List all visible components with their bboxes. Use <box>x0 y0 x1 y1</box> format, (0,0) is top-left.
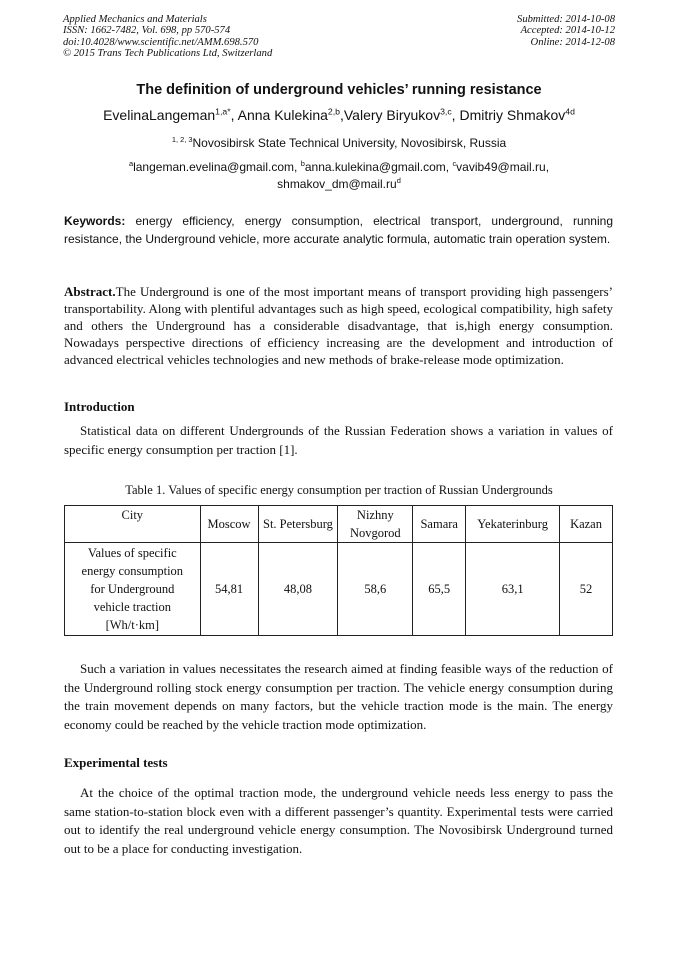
keywords-label: Keywords: <box>64 214 126 228</box>
email-mark: b <box>300 159 305 168</box>
introduction-paragraph: Such a variation in values necessitates the research aimed at finding feasible ways of the reduction of the Underground rolling stock energy consumption per traction. The vehicle energy consumption during the train movement depends on many factors, but the vehicle traction mode is the main. The energy economy could be reached by the vehicle traction mode optimization. <box>64 661 613 732</box>
journal-issn: ISSN: 1662-7482, Vol. 698, pp 570-574 <box>63 25 231 37</box>
affiliation-mark: 1, 2, 3 <box>171 135 193 144</box>
journal-info <box>63 14 272 59</box>
table-cell-value: 58,6 <box>338 543 413 636</box>
keywords-text: energy efficiency, energy consumption, electrical transport, underground, running resistance, the Underground vehicle, more accurate analytic formula, automatic train operation system. <box>64 214 613 246</box>
publication-dates <box>517 14 615 48</box>
abstract-text: The Underground is one of the most important means of transport providing high passengers’ transportability. Along with plentiful advantages such as high speed, ecological compatibility, high safety and others the Underground has a considerable disadvantage, that is,high energy consumption. Nowadays perspective directions of efficiency increasing are the development and introduction of advanced electrical vehicles technologies and new methods of brake-release mode optimization. <box>64 284 613 367</box>
email-address[interactable]: vavib49@mail.ru, <box>456 160 550 174</box>
affiliation <box>0 136 678 150</box>
author-name: EvelinaLangeman <box>103 107 216 123</box>
author-separator: , <box>451 107 460 123</box>
author-list <box>0 107 678 123</box>
affiliation-text: Novosibirsk State Technical University, Novosibirsk, Russia <box>192 136 507 150</box>
energy-consumption-table <box>64 505 613 636</box>
online-date: Online: 2014-12-08 <box>530 36 615 48</box>
experimental-paragraph: At the choice of the optimal traction mode, the underground vehicle needs less energy to pass the same station-to-station block even with a different passenger’s quantity. Experimental tests were carried out to identify the real underground vehicle energy consumption. The Novosibirsk Underground turned out to be a place for conducting investigation. <box>64 785 613 856</box>
table-header-cell: Kazan <box>560 506 613 543</box>
email-mark: d <box>396 176 401 185</box>
table-cell-value: 63,1 <box>466 543 560 636</box>
introduction-heading: Introduction <box>64 399 135 414</box>
journal-doi: doi:10.4028/www.scientific.net/AMM.698.570 <box>63 36 259 48</box>
row-label-line: energy consumption <box>81 564 184 578</box>
abstract-label: Abstract. <box>64 284 116 299</box>
submitted-date: Submitted: 2014-10-08 <box>517 14 615 25</box>
author-name: Dmitriy Shmakov <box>459 107 566 123</box>
table-header-cell: City <box>65 506 201 543</box>
table-row <box>65 543 613 636</box>
table-caption: Table 1. Values of specific energy consumption per traction of Russian Undergrounds <box>125 483 553 497</box>
author-name: Anna Kulekina <box>237 107 328 123</box>
table-header-cell: Moscow <box>200 506 258 543</box>
email-address[interactable]: langeman.evelina@gmail.com, <box>133 160 301 174</box>
row-label-line: for Underground <box>90 582 175 596</box>
table-header-row <box>65 506 613 543</box>
author-affiliation-mark: 3,c <box>440 106 452 117</box>
table-row-label <box>65 543 201 636</box>
table-cell-value: 48,08 <box>258 543 338 636</box>
row-label-line: [Wh/t·km] <box>105 618 160 632</box>
email-mark: c <box>452 159 457 168</box>
journal-name: Applied Mechanics and Materials <box>63 14 207 25</box>
table-cell-value: 54,81 <box>200 543 258 636</box>
author-affiliation-mark: 2,b <box>327 106 340 117</box>
introduction-paragraph: Statistical data on different Undergrounds of the Russian Federation shows a variation in values of specific energy consumption per traction [1]. <box>64 423 613 457</box>
table-header-cell: St. Petersburg <box>258 506 338 543</box>
table-cell-value: 65,5 <box>413 543 466 636</box>
table-header-cell: Yekaterinburg <box>466 506 560 543</box>
table-cell-value: 52 <box>560 543 613 636</box>
keywords <box>64 212 613 248</box>
abstract <box>64 283 613 368</box>
email-address[interactable]: shmakov_dm@mail.ru <box>277 177 397 191</box>
journal-copyright: © 2015 Trans Tech Publications Ltd, Switzerland <box>63 47 273 59</box>
paper-title: The definition of underground vehicles’ running resistance <box>136 82 542 98</box>
email-address[interactable]: anna.kulekina@gmail.com, <box>304 160 453 174</box>
author-name: Valery Biryukov <box>343 107 441 123</box>
author-separator: , <box>339 107 344 123</box>
email-mark: a <box>128 159 134 168</box>
accepted-date: Accepted: 2014-10-12 <box>520 25 615 37</box>
author-separator: , <box>230 107 238 123</box>
author-affiliation-mark: 4d <box>565 106 575 117</box>
table-header-cell: Nizhny Novgorod <box>338 506 413 543</box>
row-label-line: vehicle traction <box>93 600 171 614</box>
author-emails <box>90 159 588 193</box>
experimental-heading: Experimental tests <box>64 755 168 770</box>
author-affiliation-mark: 1,a* <box>215 106 231 117</box>
table-header-cell: Samara <box>413 506 466 543</box>
row-label-line: Values of specific <box>87 546 177 560</box>
